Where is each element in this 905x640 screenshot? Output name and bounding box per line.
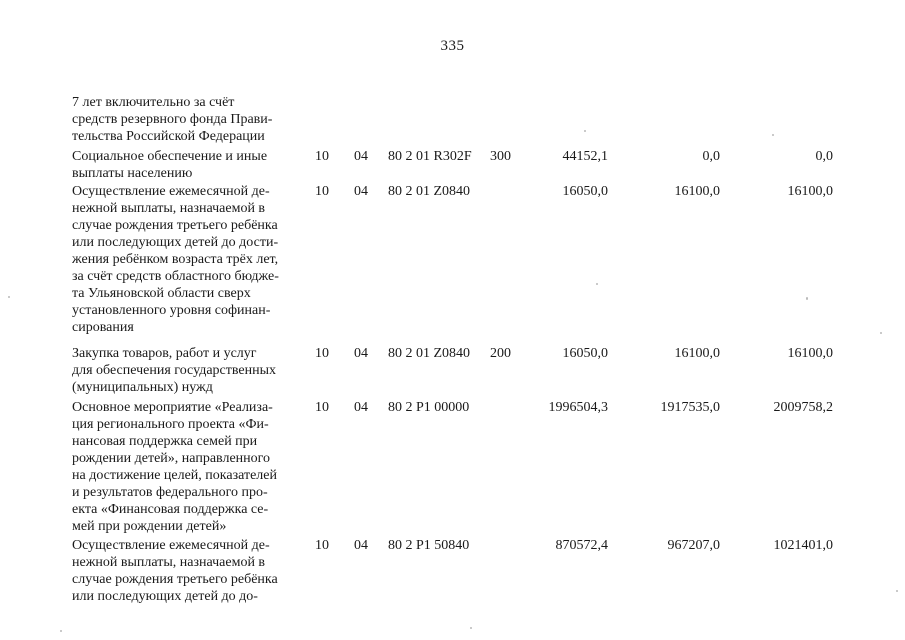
amount-year-2: 16100,0 bbox=[674, 346, 720, 361]
amount-year-1: 16050,0 bbox=[562, 184, 608, 199]
amount-year-3: 16100,0 bbox=[787, 184, 833, 199]
scan-speck bbox=[60, 630, 62, 632]
subsection-code: 04 bbox=[354, 400, 368, 415]
target-article-code: 80 2 P1 50840 bbox=[388, 538, 470, 553]
amount-year-1: 1996504,3 bbox=[548, 400, 608, 415]
section-code: 10 bbox=[315, 538, 329, 553]
scan-speck bbox=[596, 283, 598, 285]
section-code: 10 bbox=[315, 184, 329, 199]
description-line: Осуществление ежемесячной де- bbox=[72, 538, 270, 553]
subsection-code: 04 bbox=[354, 184, 368, 199]
description-line: жения ребёнком возраста трёх лет, bbox=[72, 252, 279, 267]
amount-year-3: 0,0 bbox=[815, 149, 833, 164]
description-line: установленного уровня софинан- bbox=[72, 303, 271, 318]
row-description bbox=[72, 94, 298, 145]
description-line: мей при рождении детей» bbox=[72, 519, 227, 534]
scan-speck bbox=[880, 332, 882, 334]
amount-year-2: 0,0 bbox=[702, 149, 720, 164]
expense-type-code: 200 bbox=[490, 346, 511, 361]
row-description bbox=[72, 399, 298, 535]
target-article-code: 80 2 01 Z0840 bbox=[388, 184, 471, 199]
target-article-code: 80 2 01 R302F bbox=[388, 149, 472, 164]
description-line: за счёт средств областного бюдже- bbox=[72, 269, 279, 284]
description-line: для обеспечения государственных bbox=[72, 363, 276, 378]
description-line: рождении детей», направленного bbox=[72, 451, 271, 466]
row-description bbox=[72, 537, 298, 605]
description-line: нежной выплаты, назначаемой в bbox=[72, 201, 266, 216]
amount-year-3: 2009758,2 bbox=[773, 400, 833, 415]
description-line: случае рождения третьего ребёнка bbox=[72, 572, 278, 587]
row-description bbox=[72, 148, 298, 182]
amount-year-1: 44152,1 bbox=[562, 149, 608, 164]
description-line: или последующих детей до дости- bbox=[72, 235, 279, 250]
row-description bbox=[72, 183, 298, 336]
description-line: Закупка товаров, работ и услуг bbox=[72, 346, 257, 361]
target-article-code: 80 2 P1 00000 bbox=[388, 400, 470, 415]
amount-year-2: 1917535,0 bbox=[660, 400, 720, 415]
description-line: (муниципальных) нужд bbox=[72, 380, 213, 395]
section-code: 10 bbox=[315, 400, 329, 415]
description-line: сирования bbox=[72, 320, 134, 335]
subsection-code: 04 bbox=[354, 346, 368, 361]
amount-year-1: 16050,0 bbox=[562, 346, 608, 361]
scan-speck bbox=[772, 134, 774, 136]
section-code: 10 bbox=[315, 346, 329, 361]
description-line: случае рождения третьего ребёнка bbox=[72, 218, 278, 233]
description-line: нансовая поддержка семей при bbox=[72, 434, 258, 449]
description-line: Осуществление ежемесячной де- bbox=[72, 184, 270, 199]
description-line: та Ульяновской области сверх bbox=[72, 286, 251, 301]
amount-year-3: 1021401,0 bbox=[773, 538, 833, 553]
scan-speck bbox=[584, 130, 586, 132]
scan-speck bbox=[8, 296, 10, 298]
description-line: средств резервного фонда Прави- bbox=[72, 112, 273, 127]
amount-year-1: 870572,4 bbox=[555, 538, 608, 553]
scan-speck bbox=[806, 297, 808, 300]
description-line: 7 лет включительно за счёт bbox=[72, 95, 235, 110]
description-line: выплаты населению bbox=[72, 166, 193, 181]
description-line: Основное мероприятие «Реализа- bbox=[72, 400, 273, 415]
target-article-code: 80 2 01 Z0840 bbox=[388, 346, 471, 361]
description-line: на достижение целей, показателей bbox=[72, 468, 278, 483]
subsection-code: 04 bbox=[354, 538, 368, 553]
description-line: нежной выплаты, назначаемой в bbox=[72, 555, 266, 570]
amount-year-2: 967207,0 bbox=[667, 538, 720, 553]
amount-year-3: 16100,0 bbox=[787, 346, 833, 361]
description-line: ция регионального проекта «Фи- bbox=[72, 417, 269, 432]
amount-year-2: 16100,0 bbox=[674, 184, 720, 199]
row-description bbox=[72, 345, 298, 396]
description-line: екта «Финансовая поддержка се- bbox=[72, 502, 269, 517]
description-line: Социальное обеспечение и иные bbox=[72, 149, 268, 164]
page-number: 335 bbox=[440, 38, 465, 54]
expense-type-code: 300 bbox=[490, 149, 511, 164]
description-line: и результатов федерального про- bbox=[72, 485, 268, 500]
scan-speck bbox=[470, 627, 472, 629]
section-code: 10 bbox=[315, 149, 329, 164]
description-line: тельства Российской Федерации bbox=[72, 129, 265, 144]
description-line: или последующих детей до до- bbox=[72, 589, 258, 604]
subsection-code: 04 bbox=[354, 149, 368, 164]
scan-speck bbox=[896, 590, 898, 592]
